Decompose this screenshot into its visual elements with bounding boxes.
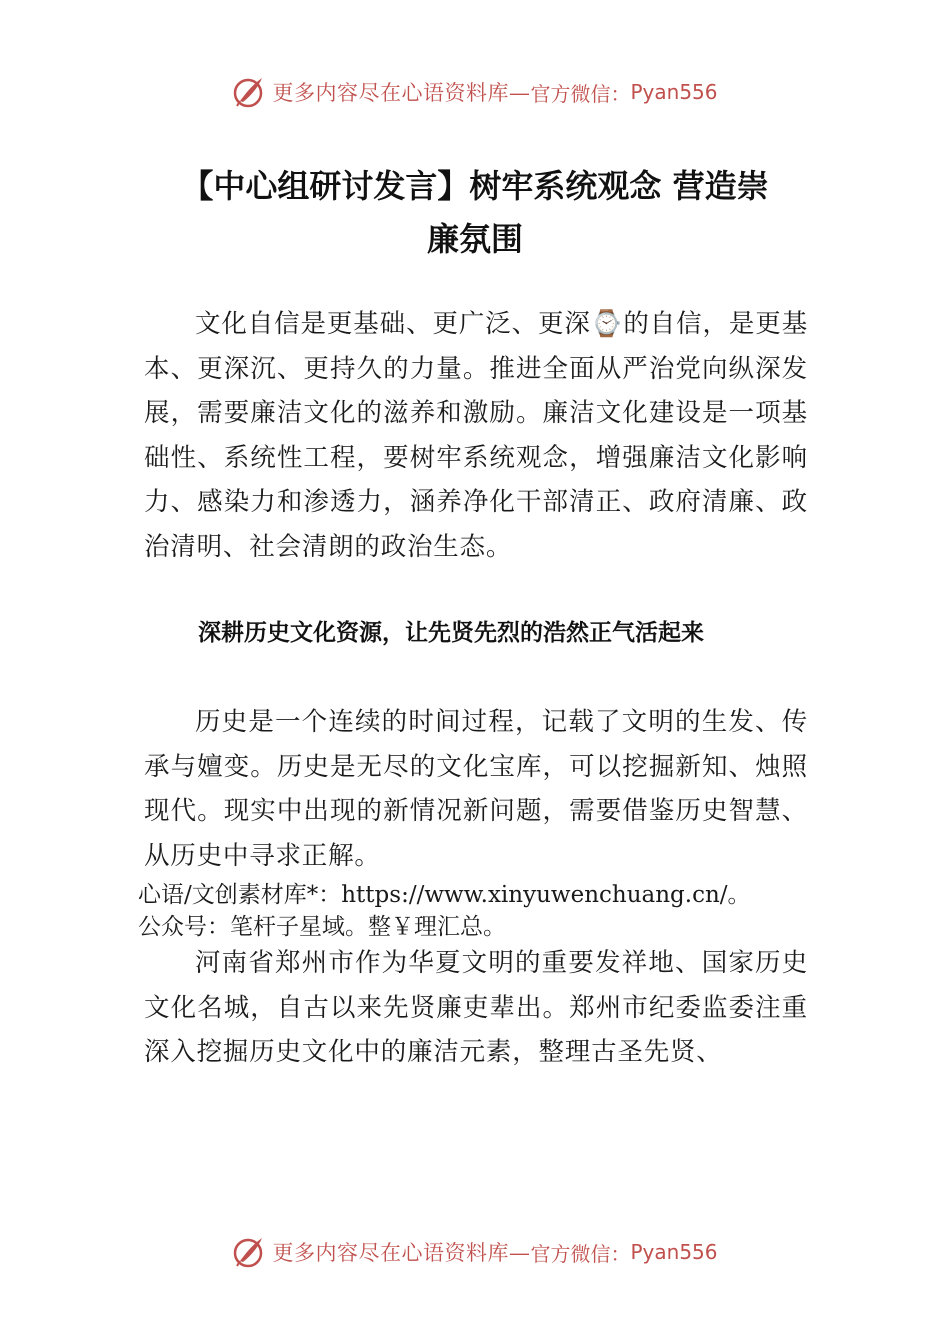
title-line-2: 廉氛围 bbox=[426, 220, 523, 258]
header-banner bbox=[0, 72, 950, 112]
footer-banner bbox=[0, 1232, 950, 1272]
source-watermark bbox=[138, 879, 828, 943]
paragraph-3: 河南省郑州市作为华夏文明的重要发祥地、国家历史文化名城，自古以来先贤廉吏辈出。郑州市纪委监委注重深入挖掘历史文化中的廉洁元素，整理古圣先贤、 bbox=[144, 948, 808, 1067]
quill-pen-logo-icon bbox=[232, 75, 266, 109]
banner-wechat-label: 官方微信： bbox=[530, 81, 631, 106]
banner-text: 更多内容尽在心语资料库— bbox=[272, 1241, 531, 1265]
document-title bbox=[130, 160, 820, 266]
banner-text: 更多内容尽在心语资料库— bbox=[272, 81, 531, 105]
banner-wechat-label: 官方微信： bbox=[530, 1241, 631, 1266]
banner-wechat-id: Pyan556 bbox=[630, 1240, 718, 1264]
paragraph-1: 文化自信是更基础、更广泛、更深⌚的自信，是更基本、更深沉、更持久的力量。推进全面从严治党向纵深发展，需要廉洁文化的滋养和激励。廉洁文化建设是一项基础性、系统性工程，要树牢系统观念，增强廉洁文化影响力、感染力和渗透力，涵养净化干部清正、政府清廉、政治清明、社会清朗的政治生态。 bbox=[144, 309, 808, 562]
quill-pen-logo-icon bbox=[232, 1235, 266, 1269]
watermark-line-1: 心语/文创素材库*：https://www.xinyuwenchuang.cn/。 bbox=[138, 882, 751, 908]
watermark-line-2: 公众号：笔杆子星域。整￥理汇总。 bbox=[138, 914, 506, 940]
banner-wechat-id: Pyan556 bbox=[630, 80, 718, 104]
paragraph-2: 历史是一个连续的时间过程，记载了文明的生发、传承与嬗变。历史是无尽的文化宝库，可以挖掘新知、烛照现代。现实中出现的新情况新问题，需要借鉴历史智慧、从历史中寻求正解。 bbox=[144, 707, 808, 871]
section-heading: 深耕历史文化资源，让先贤先烈的浩然正气活起来 bbox=[198, 620, 704, 646]
title-line-1: 【中心组研讨发言】树牢系统观念 营造崇 bbox=[181, 167, 769, 205]
